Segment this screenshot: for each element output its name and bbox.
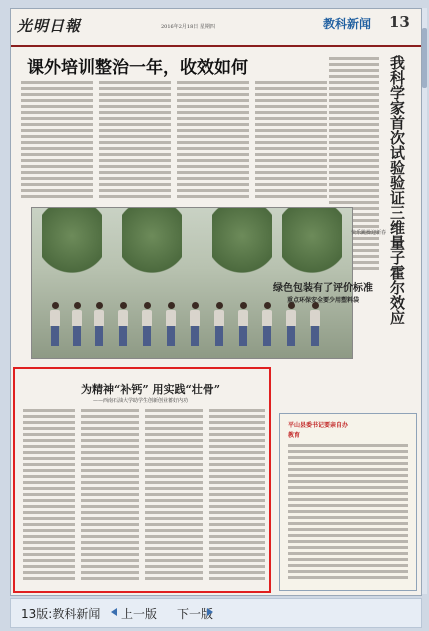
- next-edition-link[interactable]: 下一版: [177, 607, 214, 621]
- edition-navbar: [10, 598, 422, 628]
- arrow-left-icon[interactable]: [111, 608, 117, 616]
- feature-subtitle: ——西南石油大学助学生创新创业蓄好内功: [93, 398, 189, 404]
- prev-edition-link[interactable]: 上一版: [121, 607, 158, 621]
- article-column: [255, 81, 327, 201]
- ad-title-2: 教育: [288, 432, 301, 439]
- dateline: 2016年2月18日 星期四: [161, 24, 215, 30]
- green-packaging-headline[interactable]: 绿色包装有了评价标准: [273, 283, 373, 294]
- section-name: 教科新闻: [323, 17, 372, 31]
- article-column: [99, 81, 171, 201]
- ad-title: 平山县委书记要亲自办: [288, 422, 349, 429]
- article-column: [177, 81, 249, 201]
- newspaper-logo: 光明日報: [17, 17, 82, 35]
- selected-article-highlight[interactable]: [13, 367, 271, 593]
- edition-label: 13版:教科新闻: [21, 607, 101, 621]
- feature-headline[interactable]: 为精神“补钙” 用实践“壮骨”: [81, 383, 221, 396]
- ad-text: [288, 444, 408, 582]
- main-headline[interactable]: 课外培训整治一年，收效如何: [27, 58, 248, 78]
- page-scrollbar[interactable]: [422, 8, 427, 594]
- newspaper-page: [10, 8, 422, 596]
- scrollbar-thumb[interactable]: [422, 28, 427, 88]
- photo-caption: 快乐跳操迎新春: [351, 230, 387, 236]
- advertisement-box[interactable]: [279, 413, 417, 591]
- article-column: [21, 81, 93, 201]
- page-number: 13: [389, 13, 410, 31]
- vertical-headline[interactable]: 我科学家首次试验验证三维量子霍尔效应: [388, 55, 406, 325]
- masthead: [11, 9, 421, 47]
- arrow-right-icon[interactable]: [207, 608, 213, 616]
- green-packaging-subtitle: 重点环保安全要少用塑料袋: [287, 297, 360, 304]
